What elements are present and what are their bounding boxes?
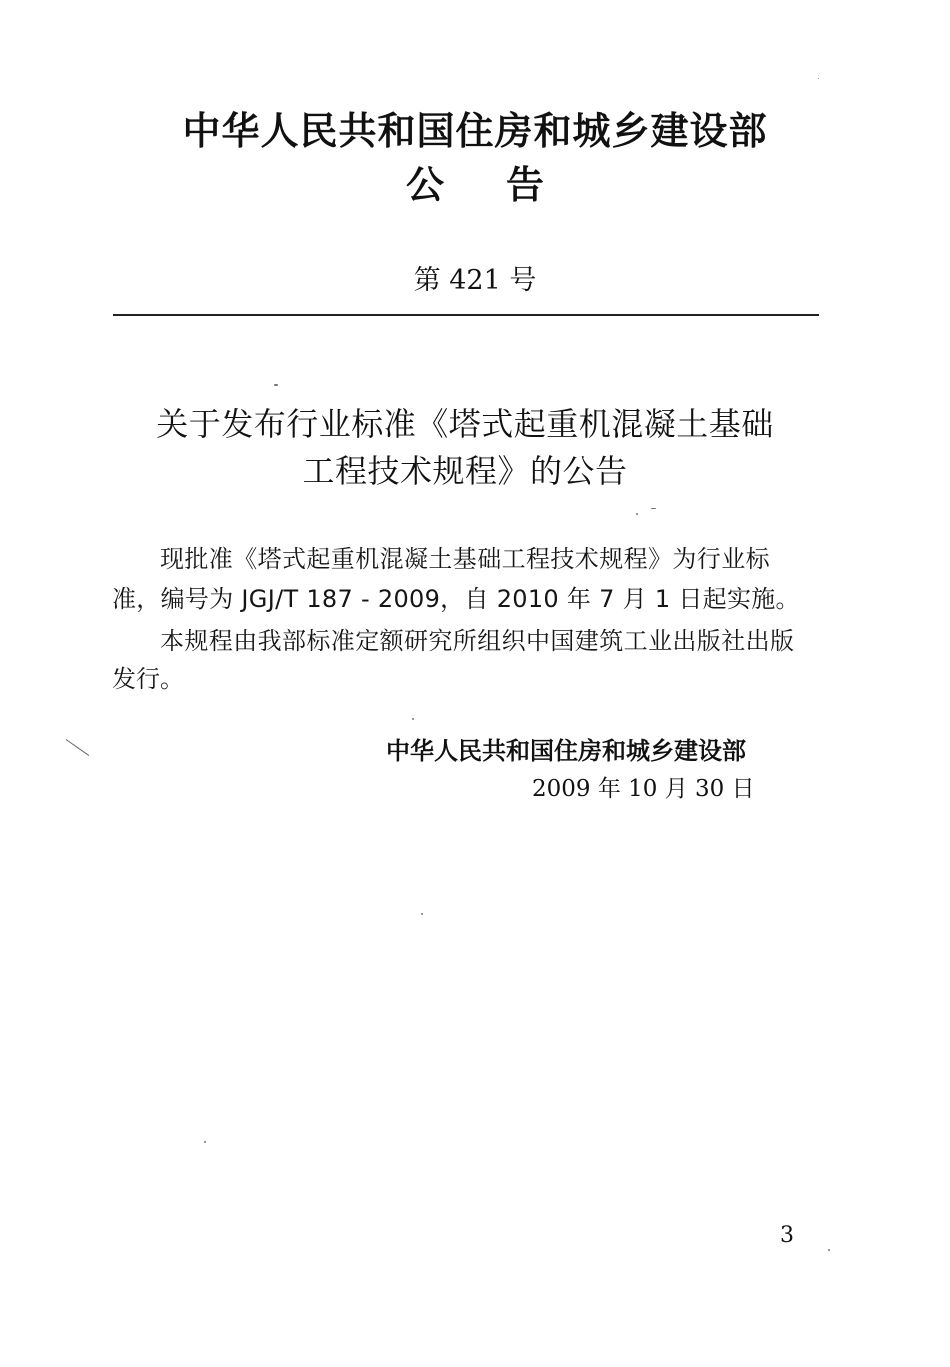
header-divider [113, 314, 819, 316]
scan-speck [204, 1141, 206, 1143]
subject-line-2: 工程技术规程》的公告 [302, 452, 628, 490]
scan-speck [412, 718, 414, 720]
notice-label: 公告 [405, 163, 606, 207]
scan-speck [651, 508, 656, 509]
department-title: 中华人民共和国住房和城乡建设部 [182, 109, 768, 153]
page-number: 3 [780, 1223, 794, 1248]
scan-speck [828, 1249, 830, 1251]
scan-speck [636, 513, 638, 515]
issuer-signature: 中华人民共和国住房和城乡建设部 [386, 737, 746, 765]
subject-line-1: 关于发布行业标准《塔式起重机混凝土基础 [156, 405, 774, 443]
scan-scratch [66, 739, 90, 756]
scan-speck [818, 78, 819, 79]
notice-number: 第 421 号 [413, 265, 537, 296]
issue-date: 2009 年 10 月 30 日 [532, 776, 755, 802]
paragraph-1-line-2: 准，编号为 JGJ/T 187 - 2009，自 2010 年 7 月 1 日起实施。 [112, 585, 800, 613]
paragraph-2-line-2: 发行。 [112, 665, 184, 693]
paragraph-2-line-1: 本规程由我部标准定额研究所组织中国建筑工业出版社出版 [160, 627, 795, 655]
scan-speck [421, 913, 423, 915]
paragraph-1-line-1: 现批准《塔式起重机混凝土基础工程技术规程》为行业标 [160, 545, 770, 573]
scan-speck [274, 384, 278, 386]
